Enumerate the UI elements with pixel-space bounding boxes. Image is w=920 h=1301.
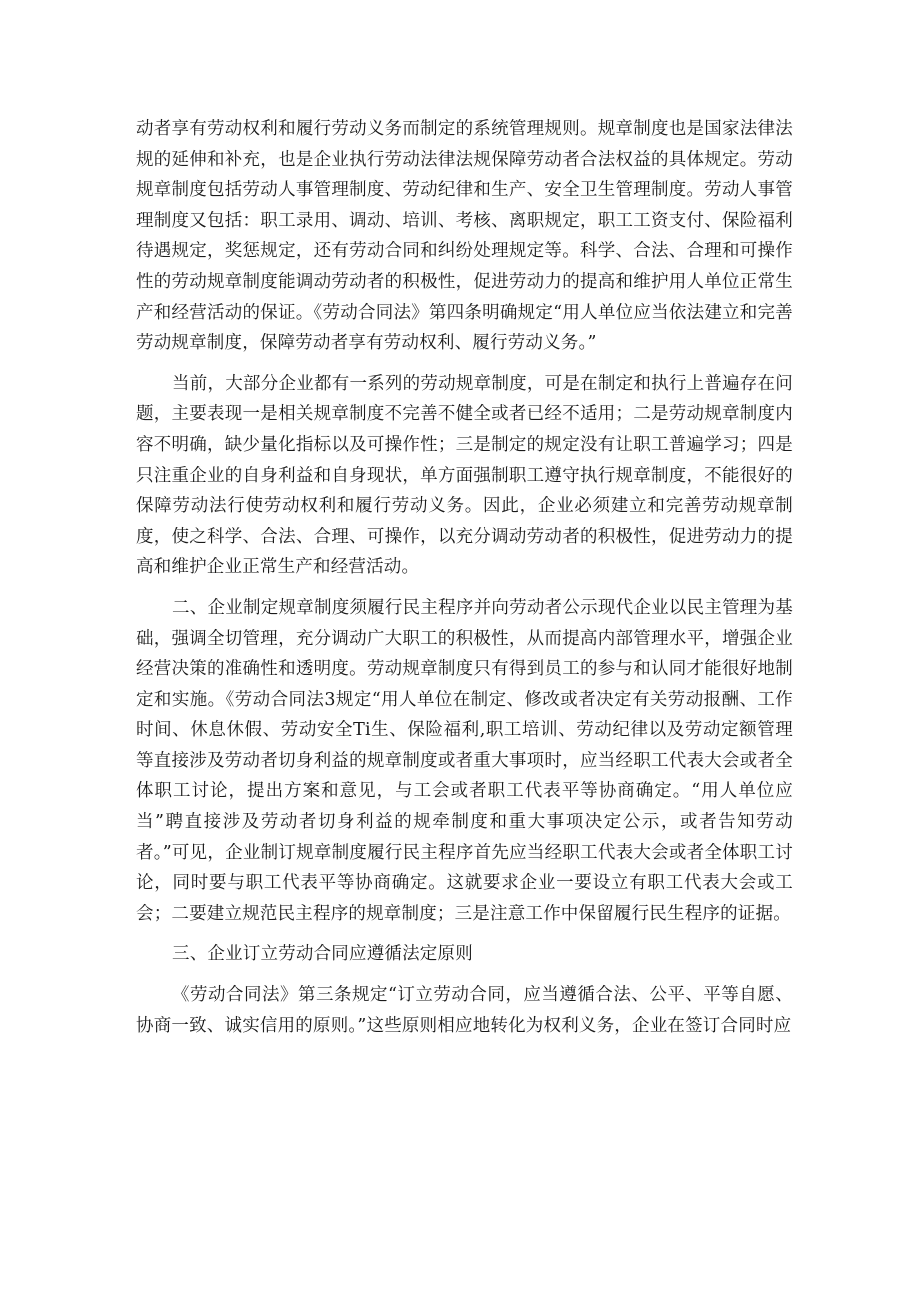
paragraph-2: 当前，大部分企业都有一系列的劳动规章制度，可是在制定和执行上普遍存在问题，主要表现一是相关规章制度不完善不健全或者已经不适用；二是劳动规章制度内容不明确，缺少量化指标以及可操作性；三是制定的规定没有让职工普遍学习；四是只注重企业的自身利益和自身现状，单方面强制职工遵守执行规章制度，不能很好的保障劳动法行使劳动权利和履行劳动义务。因此，企业必须建立和完善劳动规章制度，使之科学、合法、合理、可操作，以充分调动劳动者的积极性，促进劳动力的提高和维护企业正常生产和经营活动。 — [136, 373, 793, 578]
paragraph-4: 《劳动合同法》第三条规定“订立劳动合同，应当遵循合法、公平、平等自愿、协商一致、诚实信用的原则。”这些原则相应地转化为权利义务，企业在签订合同时应 — [136, 985, 793, 1036]
paragraph-1: 动者享有劳动权利和履行劳动义务而制定的系统管理规则。规章制度也是国家法律法规的延伸和补充，也是企业执行劳动法律法规保障劳动者合法权益的具体规定。劳动规章制度包括劳动人事管理制度、劳动纪律和生产、安全卫生管理制度。劳动人事管理制度又包括：职工录用、调动、培训、考核、离职规定，职工工资支付、保险福利待遇规定，奖惩规定，还有劳动合同和纠纷处理规定等。科学、合法、合理和可操作性的劳动规章制度能调动劳动者的积极性，促进劳动力的提高和维护用人单位正常生产和经营活动的保证。《劳动合同法》第四条明确规定“用人单位应当依法建立和完善劳动规章制度，保障劳动者享有劳动权利、履行劳动义务。” — [136, 119, 793, 354]
document-body — [136, 114, 793, 1051]
paragraph-3: 二、企业制定规章制度须履行民主程序并向劳动者公示现代企业以民主管理为基础，强调全切管理，充分调动广大职工的积极性，从而提高内部管理水平，增强企业经营决策的准确性和透明度。劳动规章制度只有得到员工的参与和认同才能很好地制定和实施。《劳动合同法3规定“用人单位在制定、修改或者决定有关劳动报酬、工作时间、休息休假、劳动安全Ti生、保险福利,职工培训、劳动纪律以及劳动定额管理等直接涉及劳动者切身利益的规章制度或者重大事项时，应当经职工代表大会或者全体职工讨论，提出方案和意见，与工会或者职工代表平等协商确定。“用人单位应当”聘直接涉及劳动者切身利益的规牵制度和重大事项决定公示，或者告知劳动者。”可见，企业制订规章制度履行民主程序首先应当经职工代表大会或者全体职工讨论，同时要与职工代表平等协商确定。这就要求企业一要设立有职工代表大会或工会；二要建立规范民主程序的规章制度；三是注意工作中保留履行民生程序的证据。 — [136, 597, 793, 924]
section-heading-3: 三、企业订立劳动合同应遵循法定原则 — [172, 944, 473, 965]
